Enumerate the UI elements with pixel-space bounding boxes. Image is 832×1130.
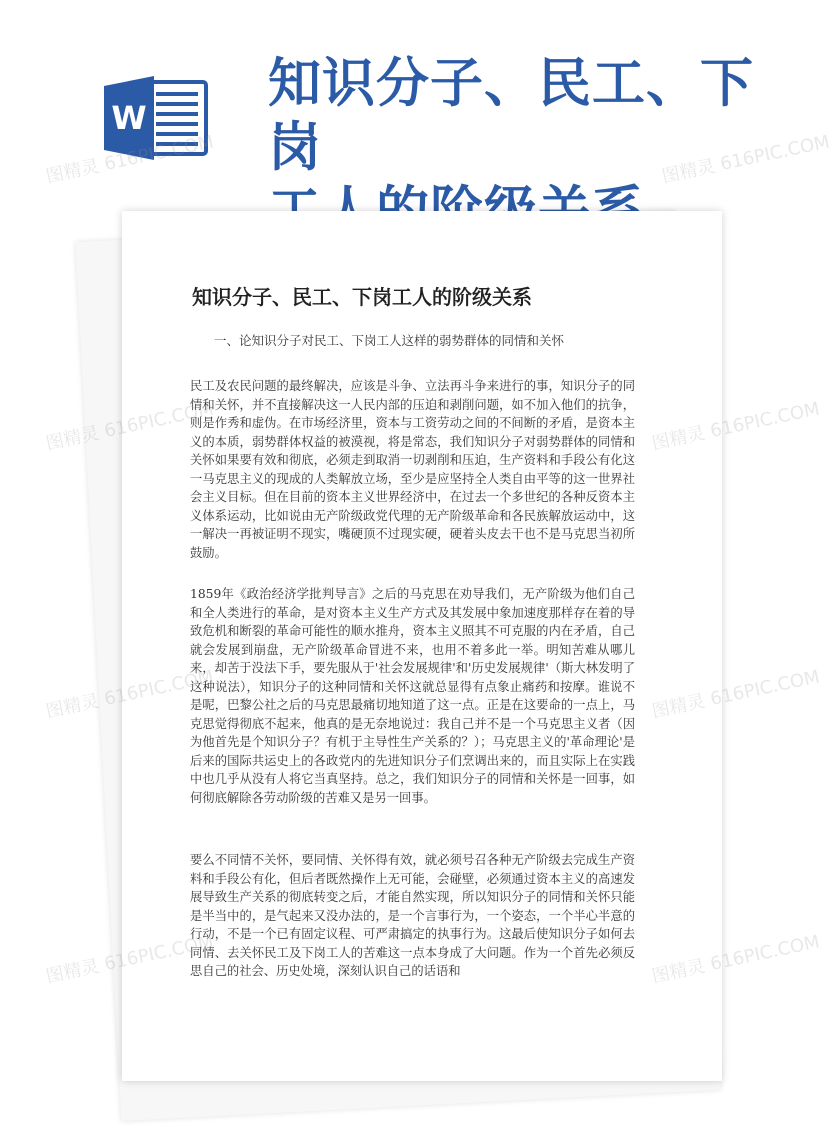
section-heading: 一、论知识分子对民工、下岗工人这样的弱势群体的同情和关怀 <box>214 333 565 348</box>
header-title-line1: 知识分子、民工、下岗 <box>268 53 754 178</box>
watermark: 图精灵 616PIC.COM <box>659 131 832 188</box>
word-icon-letter: W <box>111 99 147 137</box>
watermark: 图精灵 616PIC.COM <box>43 398 216 455</box>
word-document-icon <box>104 76 212 160</box>
paragraph-1: 民工及农民问题的最终解决，应该是斗争、立法再斗争来进行的事，知识分子的同情和关怀，并不直接解决这一人民内部的压迫和剥削问题，如不加入他们的抗争，则是作秀和虚伪。在市场经济里，资本与工资劳动之间的不间断的矛盾，是资本主义的本质，弱势群体权益的被漠视，将是常态，我们知识分子对弱势群体的同情和关怀如果要有效和彻底，必须走到取消一切剥削和压迫，生产资料和手段公有化这一马克思主义的现成的人类解放立场，至少是应坚持全人类自由平等的这一世界社会主义目标。但在目前的资本主义世界经济中，在过去一个多世纪的各种反资本主义体系运动，比如说由无产阶级政党代理的无产阶级革命和各民族解放运动中，这一解决一再被证明不现实，嘴硬顶不过现实硬，硬着头皮去干也不是马克思当初所鼓励。 <box>190 379 635 560</box>
watermark: 图精灵 616PIC.COM <box>649 666 822 723</box>
watermark: 图精灵 616PIC.COM <box>43 931 216 988</box>
watermark: 图精灵 616PIC.COM <box>649 931 822 988</box>
paper-page <box>122 211 722 1081</box>
watermark: 图精灵 616PIC.COM <box>43 131 216 188</box>
watermark: 图精灵 616PIC.COM <box>649 398 822 455</box>
paragraph-2: 1859年《政治经济学批判导言》之后的马克思在劝导我们，无产阶级为他们自己和全人类进行的革命，是对资本主义生产方式及其发展中象加速度那样存在着的导致危机和断裂的革命可能性的顺水推舟，资本主义照其不可克服的内在矛盾，自己就会发展到崩盘，无产阶级革命冒进不来，也用不着多此一举。明知苦难从哪儿来，却苦于没法下手，要先服从于'社会发展规律'和'历史发展规律'（斯大林发明了这种说法），知识分子的这种同情和关怀这就总显得有点象止痛药和按摩。谁说不是呢，巴黎公社之后的马克思最痛切地知道了这一点。正是在这要命的一点上，马克思觉得彻底不起来，他真的是无奈地说过：我自己并不是一个马克思主义者（因为他首先是个知识分子？有机于主导性生产关系的？）；马克思主义的'革命理论'是后来的国际共运史上的各政党内的先进知识分子们烹调出来的，而且实际上在实践中也几乎从没有人将它当真坚持。总之，我们知识分子的同情和关怀是一回事，如何彻底解除各劳动阶级的苦难又是另一回事。 <box>190 587 635 805</box>
paragraph-3: 要么不同情不关怀，要同情、关怀得有效，就必须号召各种无产阶级去完成生产资料和手段公有化，但后者既然操作上无可能，会碰壁，必须通过资本主义的高速发展导致生产关系的彻底转变之后，才能自然实现，所以知识分子的同情和关怀只能是半当中的，是气起来又没办法的，是一个言事行为，一个姿态，一个半心半意的行动，不是一个已有固定议程、可严肃搞定的执事行为。这最后使知识分子如何去同情、去关怀民工及下岗工人的苦难这一点本身成了大问题。作为一个首先必须反思自己的社会、历史处境，深刻认识自己的话语和 <box>190 853 635 978</box>
header <box>0 0 800 200</box>
document-title: 知识分子、民工、下岗工人的阶级关系 <box>192 285 532 309</box>
watermark: 图精灵 616PIC.COM <box>43 666 216 723</box>
